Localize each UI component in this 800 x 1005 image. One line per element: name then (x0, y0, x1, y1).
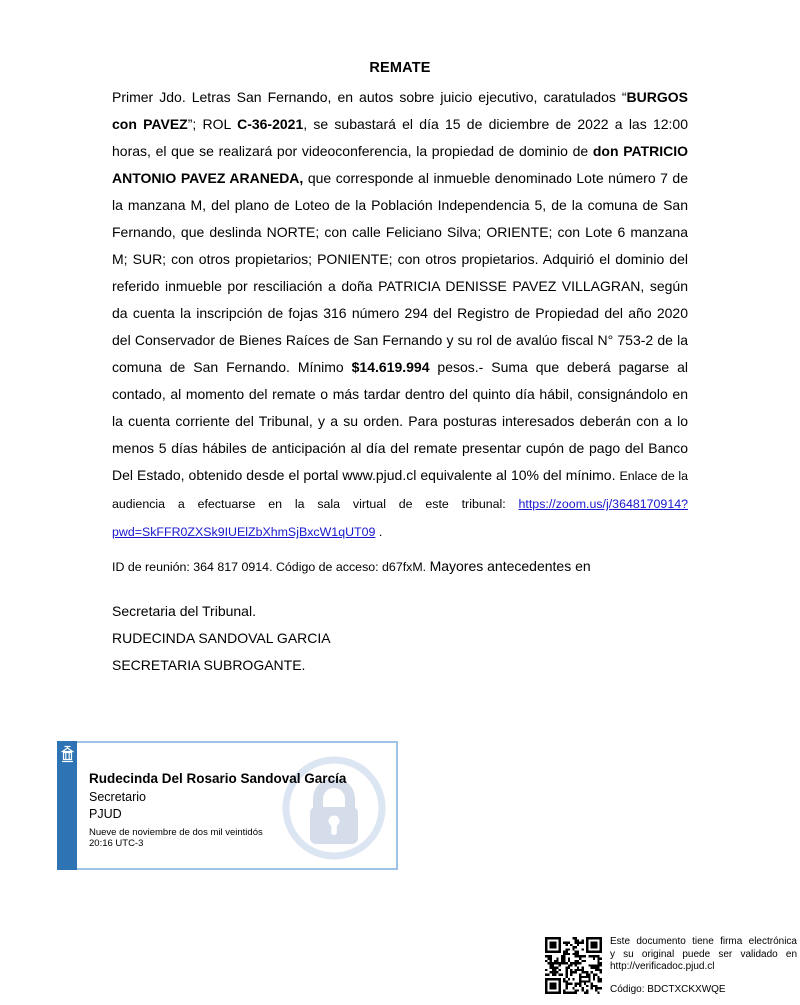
signature-accent-bar (57, 741, 77, 870)
text-run: Primer Jdo. Letras San Fernando, en autos sobre juicio ejecutivo, caratulados “ (112, 89, 627, 105)
verification-line: Este documento tiene firma electrónica (610, 936, 797, 947)
text-run: Mayores antecedentes en (429, 558, 591, 574)
qr-code (545, 937, 602, 994)
digital-signature-card (57, 741, 398, 870)
text-run: pesos.- Suma que deberá pagarse al contado, al momento del remate o más tardar dentro del quinto día hábil, consignándolo en la cuenta corriente del Tribunal, y a su orden. Para posturas interesados deberán con a lo menos 5 días hábiles de anticipación al día del remate presentar cupón de pago del Banco Del Estado, obtenido desde el portal www.pjud.cl equivalente al 10% del mínimo. (112, 359, 688, 483)
text-run: C-36-2021 (237, 116, 304, 132)
text-run: que corresponde al inmueble denominado Lote número 7 de la manzana M, del plano de Loteo de la Población Independencia 5, de la comuna de San Fernando, que deslinda NORTE; con calle Feliciano Silva; ORIENTE; con Lote 6 manzana M; SUR; con otros propietarios; PONIENTE; con otros propietarios. Adquirió el dominio del referido inmueble por resciliación a doña PATRICIA DENISSE PAVEZ VILLAGRAN, según da cuenta la inscripción de fojas 316 número 294 del Registro de Propiedad del año 2020 del Conservador de Bienes Raíces de San Fernando y su rol de avalúo fiscal N° 753-2 de la comuna de San Fernando. Mínimo (112, 170, 689, 375)
auction-notice-paragraph (112, 84, 688, 546)
text-run: ID de reunión: 364 817 0914. Código de acceso: d67fxM. (112, 560, 430, 574)
verification-line: http://verificadoc.pjud.cl (610, 961, 715, 972)
signer-organization: PJUD (89, 807, 122, 821)
closing-block (112, 598, 688, 679)
text-run: ”; ROL (187, 116, 238, 132)
signer-name: Rudecinda Del Rosario Sandoval García (89, 771, 347, 786)
closing-line: RUDECINDA SANDOVAL GARCIA (112, 630, 331, 646)
text-run: don PATRICIO ANTONIO PAVEZ ARANEDA, (112, 143, 689, 186)
text-run: BURGOS con PAVEZ (112, 89, 688, 132)
signature-time: 20:16 UTC-3 (89, 837, 144, 849)
document-body (112, 58, 688, 679)
text-run: Enlace de la audiencia a efectuarse en la sala virtual de este tribunal: (112, 469, 688, 511)
signer-role: Secretario (89, 790, 146, 804)
text-run: , se subastará el día 15 de diciembre de 2022 a las 12:00 horas, el que se realizará por videoconferencia, la propiedad de dominio de (112, 116, 688, 159)
courthouse-icon (60, 745, 75, 764)
zoom-meeting-link[interactable]: https://zoom.us/j/3648170914?pwd=SkFFR0ZXSk9IUElZbXhmSjBxcW1qUT09 (112, 497, 688, 539)
signature-card-body (77, 741, 398, 870)
meeting-info-line (112, 553, 688, 581)
document-title: REMATE (369, 60, 431, 76)
text-run: $14.619.994 (351, 359, 430, 375)
verification-line: y su original puede ser validado en (610, 948, 797, 960)
verification-text (610, 936, 797, 974)
signature-date: Nueve de noviembre de dos mil veintidós (89, 827, 263, 838)
closing-line: Secretaria del Tribunal. (112, 603, 256, 619)
text-run: . (375, 525, 383, 539)
closing-line: SECRETARIA SUBROGANTE. (112, 657, 306, 673)
verification-code: Código: BDCTXCKXWQE (610, 984, 726, 995)
